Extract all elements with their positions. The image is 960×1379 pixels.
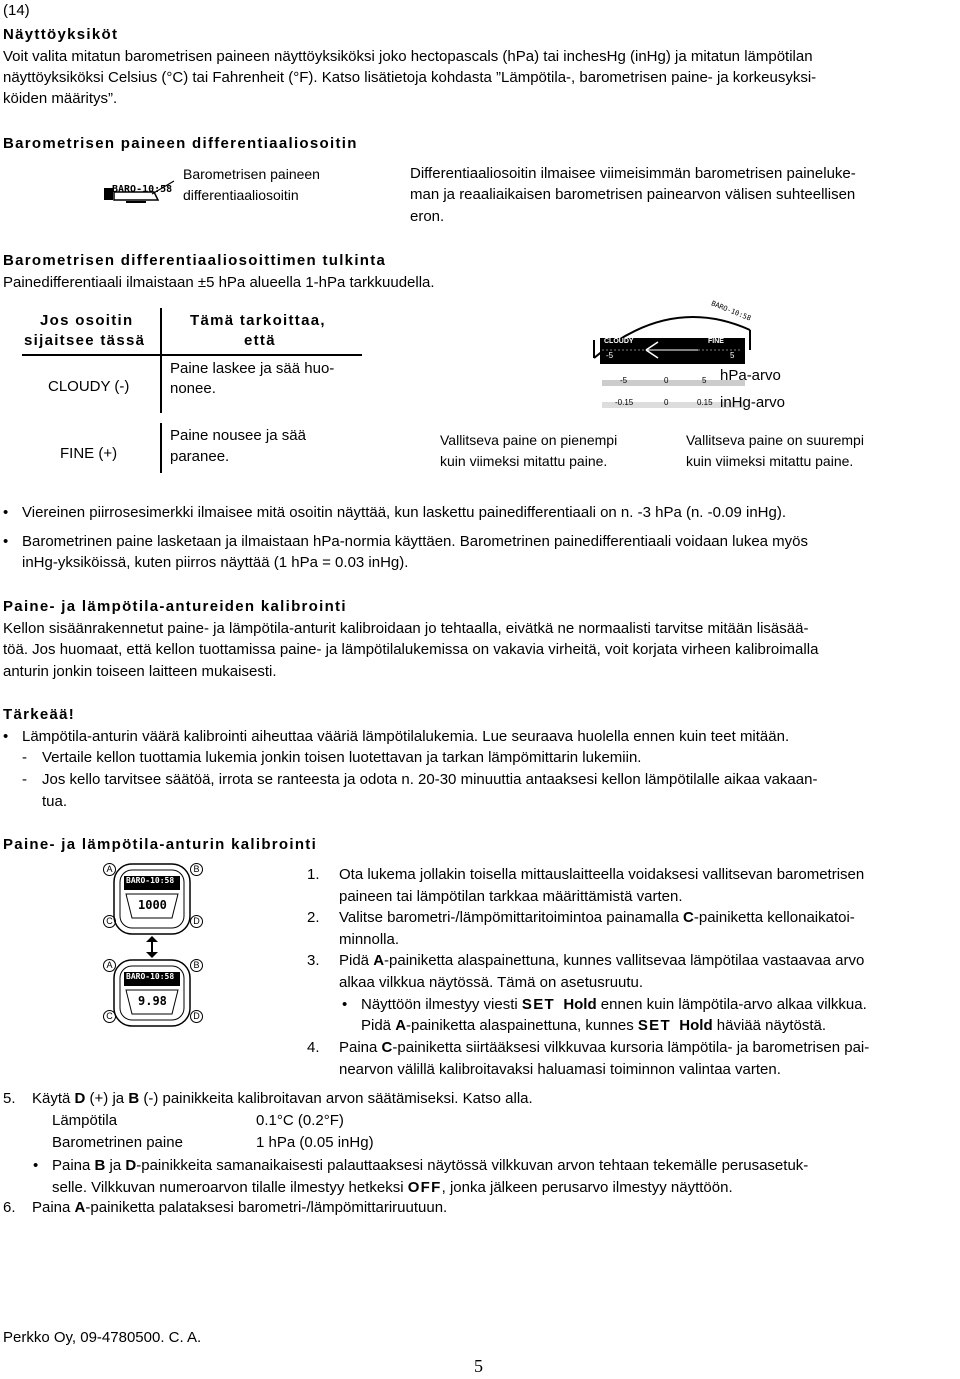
important-bullet: • Lämpötila-anturin väärä kalibrointi aiheuttaa vääriä lämpötilalukemia. Lue seuraava huolella ennen kuin teet mitään. [22, 728, 789, 745]
watch-top-btn-a: A [103, 863, 116, 876]
diagram-hpa-zero: 0 [664, 376, 669, 385]
table-row-cloudy-meaning-2: nonee. [170, 380, 216, 397]
table-header-col1-line2: sijaitsee tässä [24, 332, 146, 349]
diagram-fine-label: FINE [708, 338, 724, 345]
important-dash-1-text: Vertaile kellon tuottamia lukemia jonkin toisen luotettavan ja tarkan lämpömittarin lukemiin. [42, 749, 642, 766]
caption-lower-line-1: Vallitseva paine on pienempi [440, 432, 618, 448]
diagram-hpa-min: -5 [620, 376, 628, 385]
step-6-text: Paina A-painiketta palataksesi barometri-/lämpömittariruutuun. [32, 1199, 448, 1216]
bullet-hpa-norm-2: inHg-yksiköissä, kuten piirros näyttää (1 hPa = 0.03 inHg). [22, 554, 409, 571]
diagram-hpa-label: hPa-arvo [720, 367, 781, 384]
diagram-inhg-min: -0.15 [615, 398, 634, 407]
table-row-fine-label: FINE (+) [60, 445, 118, 462]
watch-bottom-btn-a: A [103, 959, 116, 972]
watch-display-illustration [104, 178, 176, 208]
diagram-inhg-max: 0.15 [697, 398, 713, 407]
heading-sensor-calibration: Paine- ja lämpötila-antureiden kalibrointi [3, 598, 347, 615]
step-2-line-2: minnolla. [339, 931, 400, 948]
interpretation-table [22, 308, 362, 478]
temp-step-value: 0.1°C (0.2°F) [256, 1112, 344, 1129]
caption-lower-line-2: kuin viimeksi mitattu paine. [440, 453, 608, 469]
pressure-step-label: Barometrinen paine [52, 1134, 183, 1151]
step-3-line-1: Pidä A-painiketta alaspainettuna, kunnes vallitsevaa lämpötilaa vastaavaa arvo [339, 952, 865, 969]
heading-differential-indicator: Barometrisen paineen differentiaaliosoitin [3, 135, 358, 152]
section-title-display-units: Näyttöyksiköt [3, 26, 119, 43]
caption-higher-line-2: kuin viimeksi mitattu paine. [686, 453, 854, 469]
step-3-bullet-line-1: • Näyttöön ilmestyy viesti SET Hold ennen kuin lämpötila-arvo alkaa vilkkua. [361, 996, 867, 1013]
diagram-inhg-zero: 0 [664, 398, 669, 407]
step-6-number: 6. [3, 1199, 16, 1216]
watch-bottom-btn-b: B [190, 959, 203, 972]
diagram-scale-right: 5 [730, 351, 735, 360]
heading-important: Tärkeää! [3, 706, 76, 723]
watch-top-value: 1000 [138, 898, 167, 912]
indicator-desc-1: Differentiaaliosoitin ilmaisee viimeisimmän barometrisen paineluke- [410, 165, 856, 182]
step-1-line-1: Ota lukema jollakin toisella mittauslaitteella voidaksesi vallitsevan barometrisen [339, 866, 865, 883]
footer-company: Perkko Oy, 09-4780500. C. A. [3, 1329, 202, 1346]
watch-top-baro: BARO-10:58 [126, 876, 175, 885]
watch-top-btn-c: C [103, 915, 116, 928]
page-reference: (14) [3, 2, 30, 19]
intro-line-2: näyttöyksiköksi Celsius (°C) tai Fahrenheit (°F). Katso lisätietoja kohdasta ”Lämpötila-, barometrisen paine- ja korkeusyksi- [3, 69, 817, 86]
page-number: 5 [474, 1356, 483, 1376]
temp-step-label: Lämpötila [52, 1112, 118, 1129]
watch-top-btn-b: B [190, 863, 203, 876]
diagram-inhg-label: inHg-arvo [720, 394, 786, 411]
step-1-number: 1. [307, 866, 320, 883]
step-5-text: Käytä D (+) ja B (-) painikkeita kalibroitavan arvon säätämiseksi. Katso alla. [32, 1090, 533, 1107]
heading-interpretation: Barometrisen differentiaaliosoittimen tulkinta [3, 252, 387, 269]
bullet-hpa-norm-1: • Barometrinen paine lasketaan ja ilmaistaan hPa-normia käyttäen. Barometrinen painedifferentiaali voidaan lukea myös [22, 533, 808, 550]
indicator-label-line-2: differentiaaliosoitin [183, 187, 299, 203]
diagram-arc-text: BARO-10:58 [710, 299, 753, 323]
intro-line-3: köiden määritys”. [3, 90, 118, 107]
calib-para-1: Kellon sisäänrakennetut paine- ja lämpötila-anturit kalibroidaan jo tehtaalla, eivätkä ne normaalisti tarvitse mitään lisäsää- [3, 620, 809, 637]
watch-bottom-baro: BARO-10:58 [126, 972, 175, 981]
watch-illustrations [100, 860, 204, 1030]
important-dash-2-cont: tua. [42, 793, 68, 810]
table-row-fine-meaning-2: paranee. [170, 448, 230, 465]
caption-higher-line-1: Vallitseva paine on suurempi [686, 432, 864, 448]
watch-lcd-text: BARO-10:58 [112, 184, 173, 195]
table-row-cloudy-meaning-1: Paine laskee ja sää huo- [170, 360, 335, 377]
calib-para-2: töä. Jos huomaat, että kellon tuottamissa paine- ja lämpötilalukemissa on vakavia virheitä, voit korjata virheen kalibroimalla [3, 641, 819, 658]
step-5-number: 5. [3, 1090, 16, 1107]
table-row-fine-meaning-1: Paine nousee ja sää [170, 427, 306, 444]
watch-top-btn-d: D [190, 915, 203, 928]
watch-bottom-btn-c: C [103, 1010, 116, 1023]
step-4-line-2: nearvon välillä kalibroitavaksi haluamasi toiminnon valintaa varten. [339, 1061, 781, 1078]
step-2-number: 2. [307, 909, 320, 926]
table-header-col2-line2: että [244, 332, 276, 349]
indicator-desc-3: eron. [410, 208, 445, 225]
calib-para-3: anturin jonkin toiseen laitteen mukaisesti. [3, 663, 277, 680]
important-dash-2-text: Jos kello tarvitsee säätöä, irrota se ranteesta ja odota n. 20-30 minuuttia antaaksesi kellon lämpötilalle aikaa vakaan- [42, 771, 818, 788]
step-3-line-2: alkaa vilkkua näytössä. Tämä on asetusruutu. [339, 974, 644, 991]
table-header-col1-line1: Jos osoitin [40, 312, 134, 329]
table-row-cloudy-label: CLOUDY (-) [48, 378, 130, 395]
step-3-bullet-line-2: Pidä A-painiketta alaspainettuna, kunnes SET Hold häviää näytöstä. [361, 1017, 827, 1034]
step-3-number: 3. [307, 952, 320, 969]
reset-bullet-line-1: • Paina B ja D-painikkeita samanaikaisesti palauttaaksesi näytössä vilkkuvan arvon tehtaan tekemälle perusasetuk- [52, 1157, 808, 1174]
step-4-number: 4. [307, 1039, 320, 1056]
step-1-line-2: paineen tai lämpötilan tarkkaa määrittämistä varten. [339, 888, 683, 905]
indicator-desc-2: man ja reaaliaikaisen barometrisen painearvon välisen suhteellisen [410, 186, 856, 203]
step-2-line-1: Valitse barometri-/lämpömittaritoimintoa painamalla C-painiketta kellonaikatoi- [339, 909, 855, 926]
watch-bottom-value: 9.98 [138, 994, 167, 1008]
heading-sensor-calibration-steps: Paine- ja lämpötila-anturin kalibrointi [3, 836, 318, 853]
diagram-hpa-max: 5 [702, 376, 707, 385]
step-4-line-1: Paina C-painiketta siirtääksesi vilkkuvaa kursoria lämpötila- ja barometrisen pai- [339, 1039, 870, 1056]
bullet-example: • Viereinen piirrosesimerkki ilmaisee mitä osoitin näyttää, kun laskettu painedifferentiaali on n. -3 hPa (n. -0.09 inHg). [22, 504, 786, 521]
watch-bottom-btn-d: D [190, 1010, 203, 1023]
intro-line-1: Voit valita mitatun barometrisen paineen näyttöyksiköksi joko hectopascals (hPa) tai inchesHg (inHg) ja mitatun lämpötilan [3, 48, 813, 65]
indicator-label-line-1: Barometrisen paineen [183, 166, 320, 182]
pressure-step-value: 1 hPa (0.05 inHg) [256, 1134, 374, 1151]
reset-bullet-line-2: selle. Vilkkuvan numeroarvon tilalle ilmestyy hetkeksi OFF, jonka jälkeen perusarvo ilmestyy näyttöön. [52, 1179, 733, 1196]
diagram-cloudy-label: CLOUDY [604, 338, 634, 345]
diagram-scale-left: -5 [606, 351, 614, 360]
table-header-col2-line1: Tämä tarkoittaa, [190, 312, 326, 329]
interpretation-text: Painedifferentiaali ilmaistaan ±5 hPa alueella 1-hPa tarkkuudella. [3, 274, 435, 291]
